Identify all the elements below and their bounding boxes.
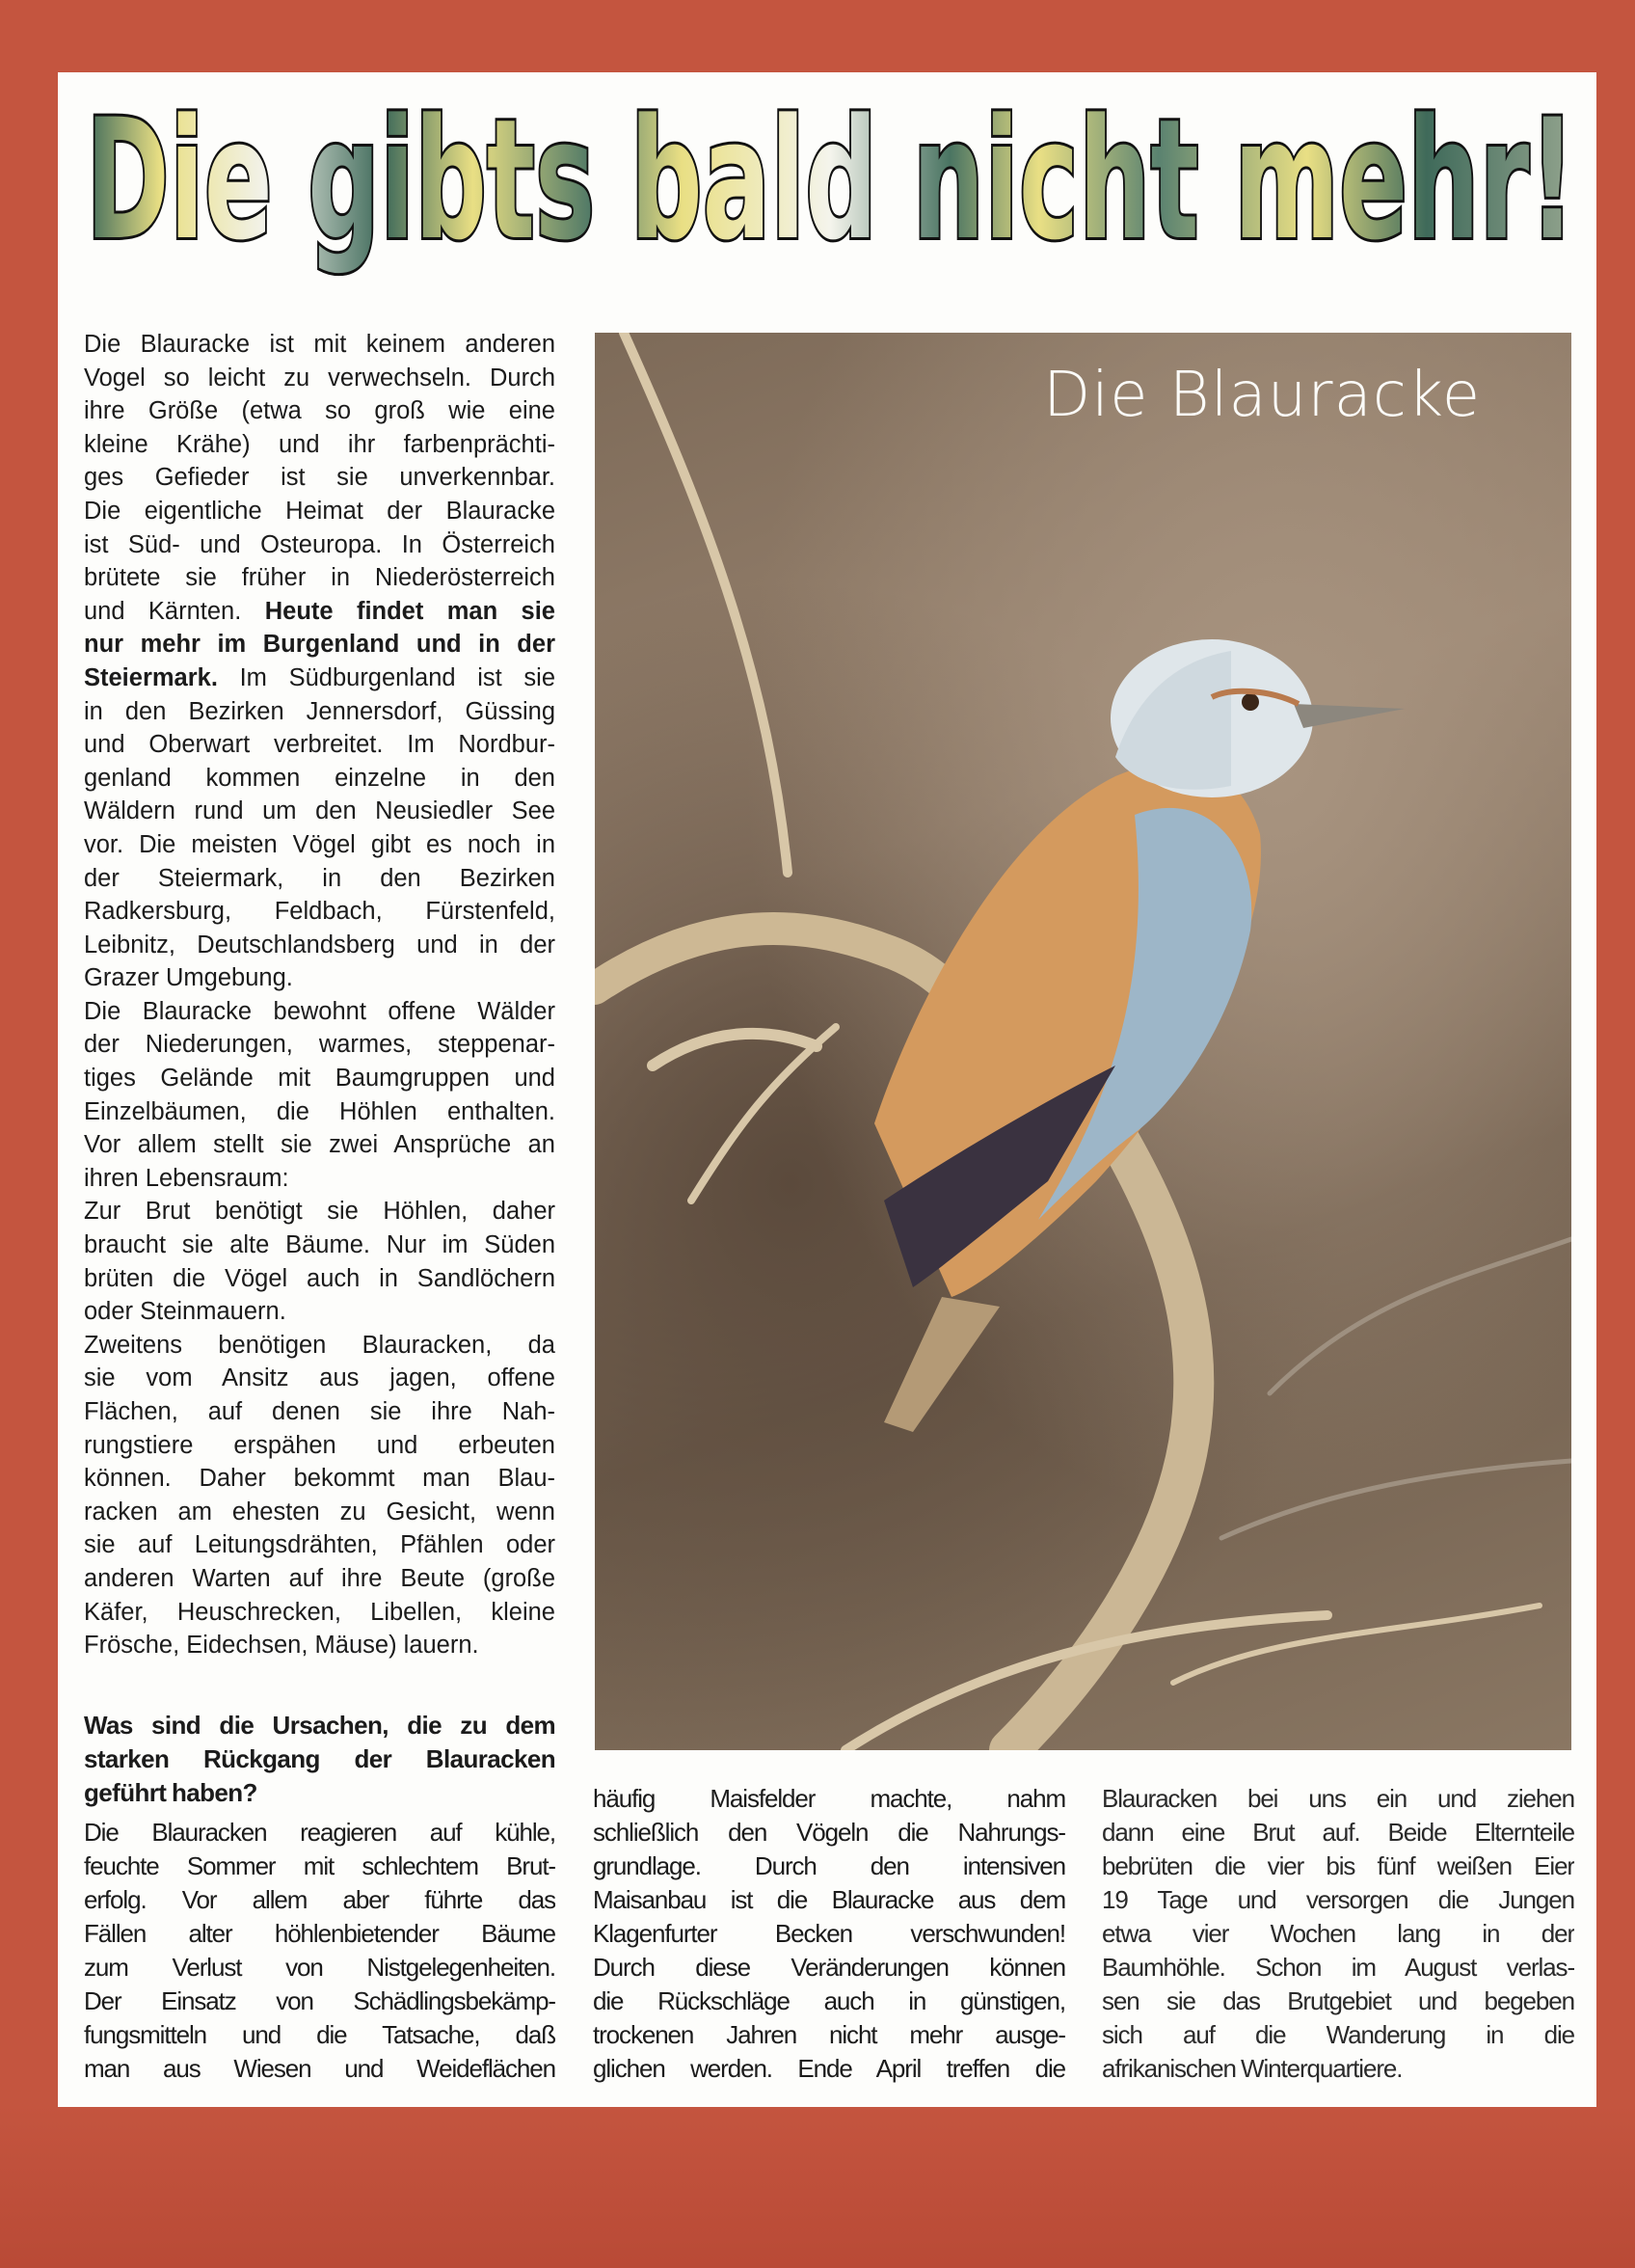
text-line: Wäldern rund um den Neusiedler See [84,797,555,825]
bird-photo [595,333,1571,1750]
text-line: glichen werden. Ende April treffen die [593,2054,1065,2083]
section-heading-line: geführt haben? [84,1778,257,1807]
text-line: braucht sie alte Bäume. Nur im Süden [84,1231,555,1259]
text-line: Maisanbau ist die Blauracke aus dem [593,1885,1065,1914]
text-line: zum Verlust von Nistgelegenheiten. [84,1953,555,1982]
text-line: Vogel so leicht zu verwechseln. Durch [84,364,555,392]
section-heading-line: Was sind die Ursachen, die zu dem [84,1711,555,1740]
paragraph [84,328,555,995]
paragraph [84,1195,555,1328]
text-line: und Oberwart verbreitet. Im Nordbur- [84,731,555,759]
text-line: anderen Warten auf ihre Beute (große [84,1564,555,1592]
text-segment: Im Südburgenland ist sie [217,663,555,691]
text-line: die Rückschläge auch in günstigen, [593,1986,1065,2015]
text-line: fungsmitteln und die Tatsache, daß [84,2020,555,2049]
text-line [84,662,555,695]
text-line: brüten die Vögel auch in Sandlöchern [84,1264,555,1292]
bold-text: nur mehr im Burgenland und in der [84,631,555,659]
bird [874,639,1405,1432]
text-line: Fällen alter höhlenbietender Bäume [84,1919,555,1948]
paragraph [84,1329,555,1662]
text-line: Einzelbäumen, die Höhlen enthalten. [84,1097,555,1125]
text-line: Grazer Umgebung. [84,964,293,992]
paragraph [84,995,555,1196]
text-line [84,628,555,662]
text-segment: und Kärnten. [84,597,265,625]
text-line: Leibnitz, Deutschlandsberg und in der [84,931,555,958]
paragraph [1102,1782,1574,2086]
text-line: etwa vier Wochen lang in der [1102,1919,1574,1948]
text-line: Die Blauracke bewohnt offene Wälder [84,997,555,1025]
text-line: Die eigentliche Heimat der Blauracke [84,497,555,525]
article-intro-column [84,328,555,1662]
text-line: Frösche, Eidechsen, Mäuse) lauern. [84,1632,479,1660]
text-line: genland kommen einzelne in den [84,764,555,792]
headline-text: Die gibts bald nicht mehr! [86,85,1575,277]
photo-caption: Die Blauracke [1043,360,1482,431]
text-line: Die Blauracken reagieren auf kühle, [84,1818,555,1847]
text-line: Durch diese Veränderungen können [593,1953,1065,1982]
text-line: brütete sie früher in Niederösterreich [84,564,555,592]
text-line: vor. Die meisten Vögel gibt es noch in [84,830,555,858]
section-heading-line: starken Rückgang der Blauracken [84,1744,555,1773]
text-line: Käfer, Heuschrecken, Libellen, kleine [84,1598,555,1626]
headline [82,85,1581,278]
text-line: können. Daher bekommt man Blau- [84,1465,555,1493]
text-line: ges Gefieder ist sie unverkennbar. [84,464,555,492]
text-line: Der Einsatz von Schädlingsbekämp- [84,1986,555,2015]
article-bottom-column-2 [593,1782,1065,2086]
text-line: trockenen Jahren nicht mehr ausge- [593,2020,1065,2049]
text-line: der Steiermark, in den Bezirken [84,864,555,892]
text-line: der Niederungen, warmes, steppenar- [84,1031,555,1059]
text-line: sie auf Leitungsdrähten, Pfählen oder [84,1531,555,1559]
text-line: Klagenfurter Becken verschwunden! [593,1919,1065,1948]
text-line: bebrüten die vier bis fünf weißen Eier [1102,1851,1574,1880]
text-line: kleine Krähe) und ihr farbenprächti- [84,430,555,458]
text-line: afrikanischen Winterquartiere. [1102,2054,1403,2083]
text-line: oder Steinmauern. [84,1298,286,1326]
european-roller-illustration [595,333,1571,1750]
text-line: man aus Wiesen und Weideflächen [84,2054,555,2083]
text-line: Baumhöhle. Schon im August verlas- [1102,1953,1574,1982]
article-bottom-column-1 [84,1709,555,2086]
text-line: racken am ehesten zu Gesicht, wenn [84,1498,555,1526]
text-line: Die Blauracke ist mit keinem anderen [84,331,555,358]
bold-text: Steiermark. [84,663,218,691]
text-line: Vor allem stellt sie zwei Ansprüche an [84,1131,555,1159]
text-line: Zweitens benötigen Blauracken, da [84,1331,555,1359]
text-line: tiges Gelände mit Baumgruppen und [84,1065,555,1093]
text-line: sen sie das Brutgebiet und begeben [1102,1986,1574,2015]
text-line: erfolg. Vor allem aber führte das [84,1885,555,1914]
text-line: Blauracken bei uns ein und ziehen [1102,1784,1574,1813]
bold-text: Heute findet man sie [264,597,555,625]
text-line: Radkersburg, Feldbach, Fürstenfeld, [84,898,555,926]
text-line: feuchte Sommer mit schlechtem Brut- [84,1851,555,1880]
text-line: ihren Lebensraum: [84,1164,289,1192]
article-bottom-column-3 [1102,1782,1574,2086]
text-line [84,595,555,629]
text-line: schließlich den Vögeln die Nahrungs- [593,1818,1065,1847]
text-line: häufig Maisfelder machte, nahm [593,1784,1065,1813]
text-line: in den Bezirken Jennersdorf, Güssing [84,697,555,725]
text-line: dann eine Brut auf. Beide Elternteile [1102,1818,1574,1847]
paragraph [84,1816,555,2086]
paragraph [593,1782,1065,2086]
text-line: ist Süd- und Osteuropa. In Österreich [84,530,555,558]
text-line: grundlage. Durch den intensiven [593,1851,1065,1880]
text-line: rungstiere erspähen und erbeuten [84,1431,555,1459]
page-border-shade [0,2104,1635,2268]
text-line: 19 Tage und versorgen die Jungen [1102,1885,1574,1914]
section-heading [84,1709,555,1810]
text-line: Flächen, auf denen sie ihre Nah- [84,1398,555,1425]
text-line: Zur Brut benötigt sie Höhlen, daher [84,1198,555,1226]
text-line: sich auf die Wanderung in die [1102,2020,1574,2049]
text-line: sie vom Ansitz aus jagen, offene [84,1364,555,1392]
text-line: ihre Größe (etwa so groß wie eine [84,397,555,425]
